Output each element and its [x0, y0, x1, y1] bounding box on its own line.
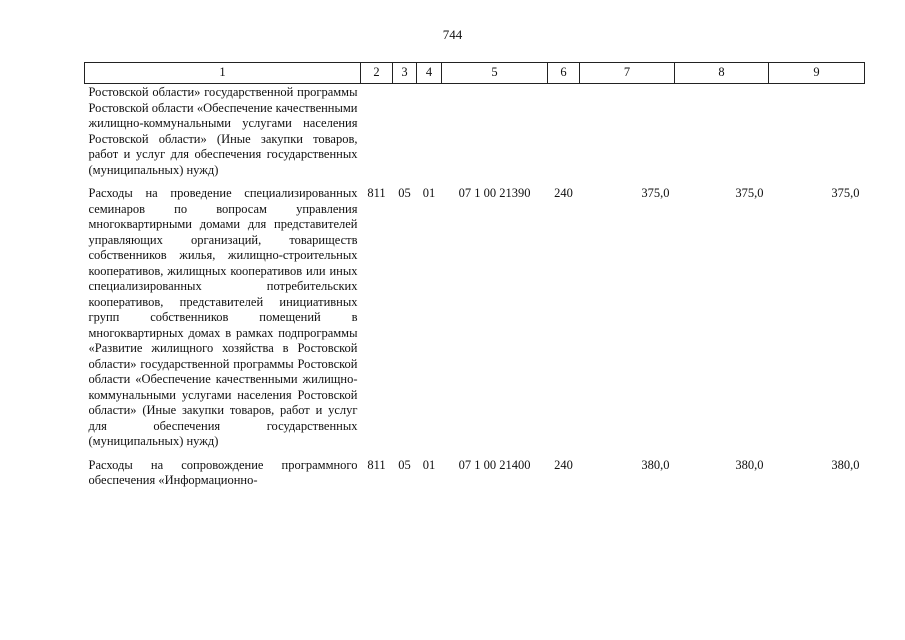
budget-table — [84, 62, 865, 497]
column-header: 3 — [393, 63, 417, 84]
row-value-col9 — [769, 84, 865, 187]
row-code-ministry — [361, 84, 393, 187]
row-value-col8: 375,0 — [735, 186, 764, 200]
column-header: 5 — [442, 63, 548, 84]
row-code-subsection: 01 — [422, 186, 436, 200]
row-value-col9: 380,0 — [831, 457, 860, 472]
row-code-section — [393, 84, 417, 187]
column-header: 7 — [580, 63, 675, 84]
row-description: Расходы на сопровождение программного обеспечения «Информационно- — [88, 457, 358, 487]
column-header: 1 — [85, 63, 361, 84]
table-header-row — [85, 63, 865, 84]
table-row — [85, 186, 865, 458]
row-code-expense-type: 240 — [554, 457, 573, 472]
row-value-col9: 375,0 — [831, 186, 860, 200]
row-code-subsection — [417, 84, 442, 187]
row-code-target — [442, 84, 548, 187]
row-code-subsection: 01 — [422, 457, 436, 472]
column-header: 8 — [675, 63, 769, 84]
row-code-ministry: 811 — [367, 186, 386, 200]
row-description: Расходы на проведение специализированных семинаров по вопросам управления многоквартирными домами для представителей управляющих организаций, товариществ собственников жилья, жилищно-строительных кооперативов, жилищных кооперативов или иных специализированных потребительских кооперативов, представителей инициативных групп собственников помещений в многоквартирных домах в рамках подпрограммы «Развитие жилищного хозяйства в Ростовской области» государственной программы Ростовской области «Обеспечение качественными жилищно-коммунальными услугами населения Ростовской области» (Иные закупки товаров, работ и услуг для обеспечения государственных (муниципальных) нужд) — [88, 186, 358, 448]
row-value-col8 — [675, 84, 769, 187]
row-code-ministry: 811 — [367, 457, 386, 472]
row-code-target: 07 1 00 21390 — [458, 186, 531, 200]
column-header: 2 — [361, 63, 393, 84]
row-code-target: 07 1 00 21400 — [458, 457, 531, 472]
row-value-col7: 375,0 — [641, 186, 670, 200]
table-row — [85, 84, 865, 187]
column-header: 6 — [548, 63, 580, 84]
row-value-col8: 380,0 — [735, 457, 764, 472]
row-code-section: 05 — [398, 457, 411, 472]
row-code-expense-type: 240 — [554, 186, 573, 200]
row-code-expense-type — [548, 84, 580, 187]
row-description: Ростовской области» государственной программы Ростовской области «Обеспечение качественными жилищно-коммунальными услугами населения Ростовской области» (Иные закупки товаров, работ и услуг для обеспечения государственных (муниципальных) нужд) — [88, 85, 358, 177]
table-row — [85, 458, 865, 497]
column-header: 9 — [769, 63, 865, 84]
row-code-section: 05 — [398, 186, 411, 200]
page-number: 744 — [442, 27, 463, 42]
row-value-col7 — [580, 84, 675, 187]
column-header: 4 — [417, 63, 442, 84]
row-value-col7: 380,0 — [641, 457, 670, 472]
